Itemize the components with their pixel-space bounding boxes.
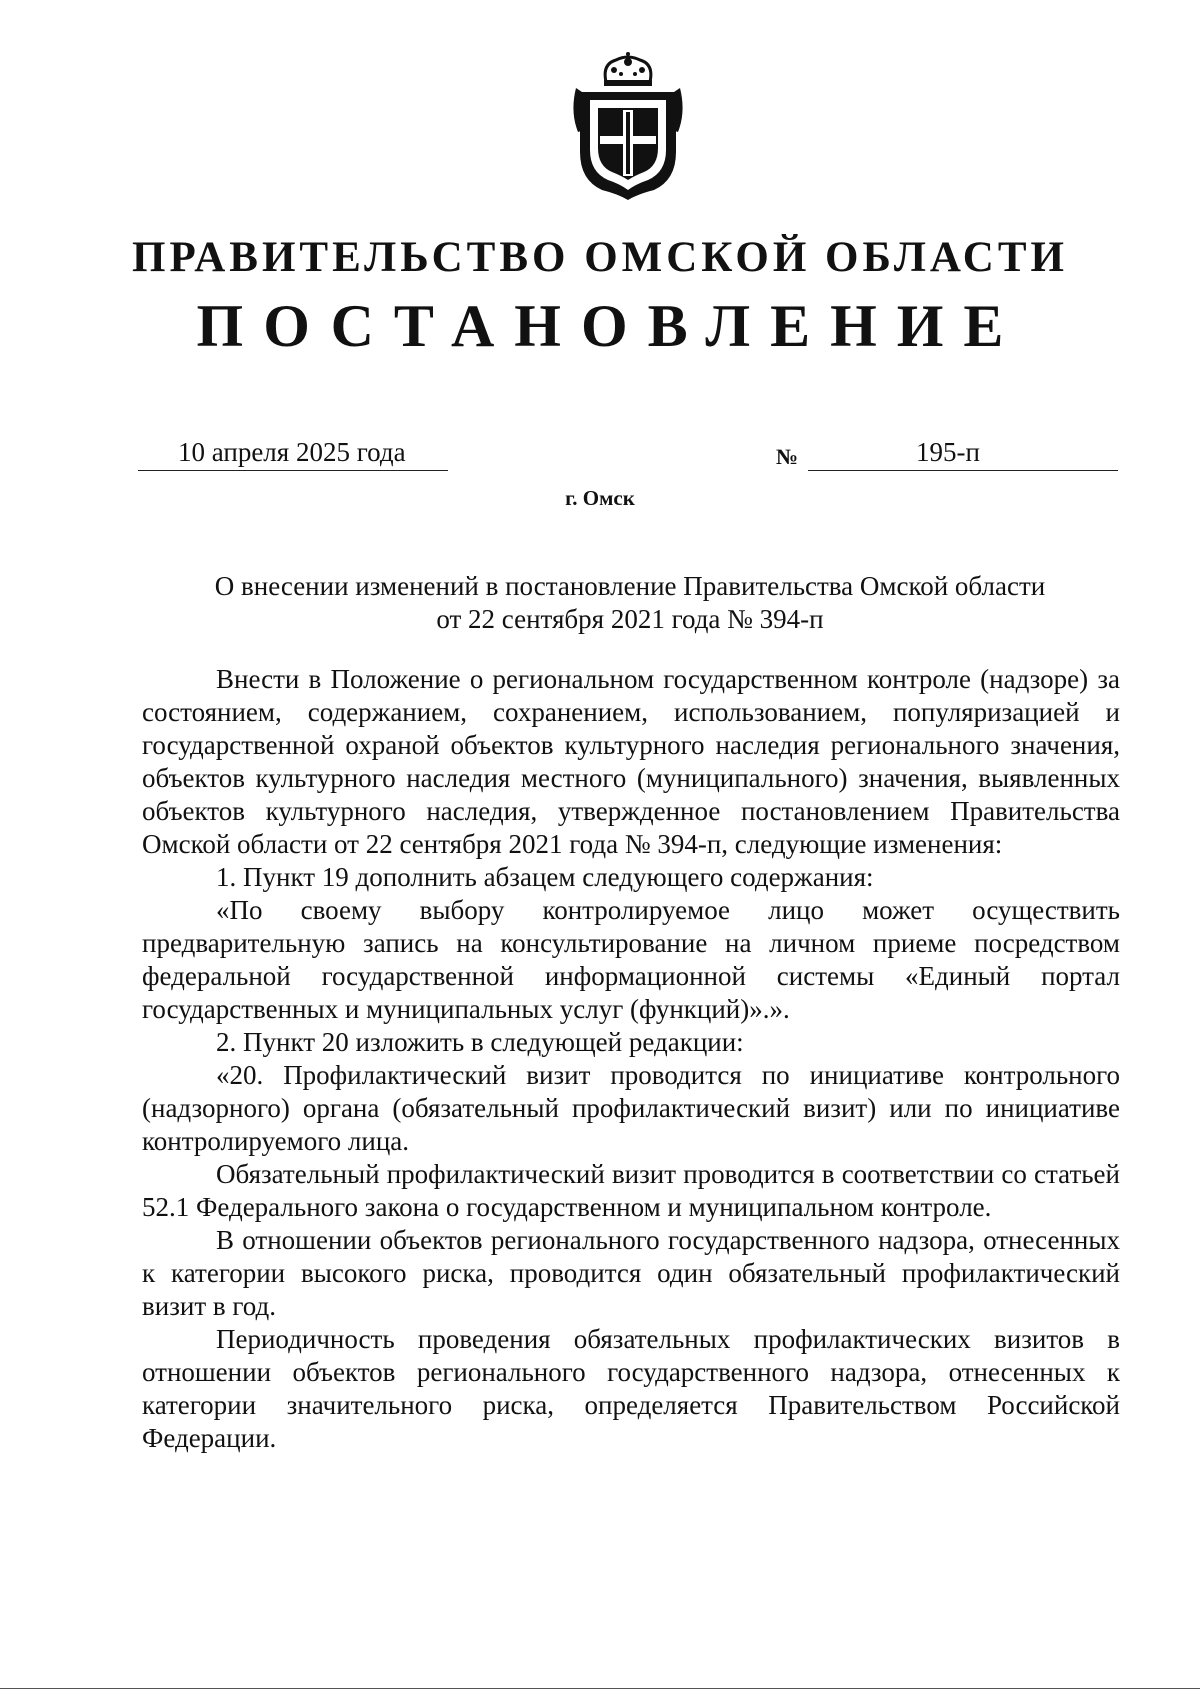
document-number: 195-п (916, 437, 980, 467)
body-paragraph: «По своему выбору контролируемое лицо может осуществить предварительную запись на консультирование на личном приеме посредством федеральной государственной информационной системы «Единый портал государственных и муниципальных услуг (функций)».». (142, 895, 1120, 1024)
number-field (808, 436, 1118, 471)
body-paragraph: Обязательный профилактический визит проводится в соответствии со статьей 52.1 Федерального закона о государственном и муниципальном контроле. (142, 1159, 1120, 1222)
document-date: 10 апреля 2025 года (178, 437, 406, 467)
body-paragraph: В отношении объектов регионального государственного надзора, отнесенных к категории высокого риска, проводится один обязательный профилактический визит в год. (142, 1225, 1120, 1321)
body-paragraph: Периодичность проведения обязательных профилактических визитов в отношении объектов регионального государственного надзора, отнесенных к категории значительного риска, определяется Правительством Российской Федерации. (142, 1324, 1120, 1453)
city-label: г. Омск (565, 486, 635, 510)
body-paragraph: 2. Пункт 20 изложить в следующей редакции: (216, 1027, 744, 1057)
subject-line-2: от 22 сентября 2021 года № 394-п (436, 604, 824, 634)
body-paragraph: «20. Профилактический визит проводится по инициативе контрольного (надзорного) органа (обязательный профилактический визит) или по инициативе контролируемого лица. (142, 1060, 1120, 1156)
number-sign: № (776, 444, 799, 469)
document-type-title: ПОСТАНОВЛЕНИЕ (196, 293, 1024, 359)
document-body (142, 663, 1120, 1455)
document-subject (140, 570, 1120, 636)
page-bottom-rule (0, 1688, 1200, 1689)
body-paragraph: Внести в Положение о региональном государственном контроле (надзоре) за состоянием, содержанием, сохранением, использованием, популяризацией и государственной охраной объектов культурного наследия регионального значения, объектов культурного наследия местного (муниципального) значения, выявленных объектов культурного наследия, утвержденное постановлением Правительства Омской области от 22 сентября 2021 года № 394-п, следующие изменения: (142, 664, 1120, 859)
date-field (138, 436, 448, 471)
coat-of-arms-icon (568, 52, 688, 202)
government-title: ПРАВИТЕЛЬСТВО ОМСКОЙ ОБЛАСТИ (132, 234, 1068, 281)
subject-line-1: О внесении изменений в постановление Правительства Омской области (214, 571, 1046, 601)
body-paragraph: 1. Пункт 19 дополнить абзацем следующего содержания: (216, 862, 874, 892)
